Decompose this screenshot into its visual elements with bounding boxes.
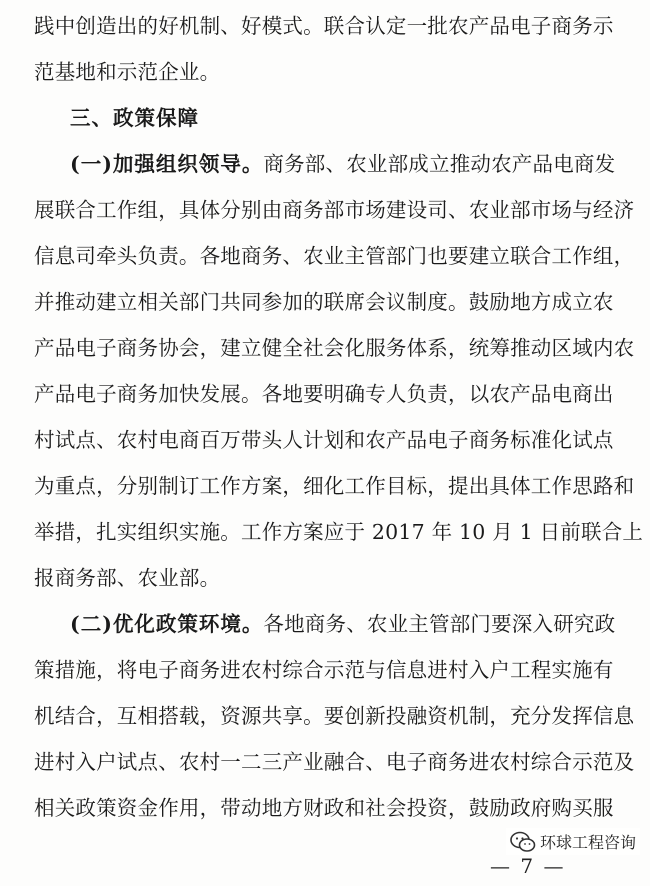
text-line: 商务部、农业部成立推动农产品电商发 <box>263 152 616 176</box>
text-line: 范基地和示范企业。 <box>34 60 221 84</box>
text-line: 策措施，将电子商务进农村综合示范与信息进村入户工程实施有 <box>34 658 614 682</box>
subsection-heading: (二)优化政策环境。 <box>70 612 264 636</box>
page-number: — 7 — <box>490 854 566 878</box>
text-line: 展联合工作组，具体分别由商务部市场建设司、农业部市场与经济 <box>34 198 635 222</box>
section-heading: 三、政策保障 <box>70 106 199 130</box>
text-line: 进村入户试点、农村一二三产业融合、电子商务进农村综合示范及 <box>34 750 635 774</box>
text-line: 为重点，分别制订工作方案，细化工作目标，提出具体工作思路和 <box>34 474 635 498</box>
text-line: 相关政策资金作用，带动地方财政和社会投资，鼓励政府购买服 <box>34 796 614 820</box>
text-line: 产品电子商务加快发展。各地要明确专人负责，以农产品电商出 <box>34 382 614 406</box>
paragraph-first-line <box>0 150 650 178</box>
text-line: 报商务部、农业部。 <box>34 566 221 590</box>
subsection-heading: (一)加强组织领导。 <box>70 152 264 176</box>
watermark-text: 环球工程咨询 <box>539 833 636 852</box>
text-line: 产品电子商务协会，建立健全社会化服务体系，统筹推动区域内农 <box>34 336 635 360</box>
text-line: 机结合，互相搭载，资源共享。要创新投融资机制，充分发挥信息 <box>34 704 635 728</box>
watermark <box>506 828 640 855</box>
text-line: 践中创造出的好机制、好模式。联合认定一批农产品电子商务示 <box>34 14 614 38</box>
text-line: 各地商务、农业主管部门要深入研究政 <box>263 612 616 636</box>
text-line: 举措，扎实组织实施。工作方案应于 2017 年 10 月 1 日前联合上 <box>34 520 644 544</box>
text-line: 信息司牵头负责。各地商务、农业主管部门也要建立联合工作组， <box>34 244 635 268</box>
text-line: 并推动建立相关部门共同参加的联席会议制度。鼓励地方成立农 <box>34 290 614 314</box>
paragraph-first-line <box>0 610 650 638</box>
wechat-icon <box>510 831 536 853</box>
text-line: 村试点、农村电商百万带头人计划和农产品电子商务标准化试点 <box>34 428 614 452</box>
